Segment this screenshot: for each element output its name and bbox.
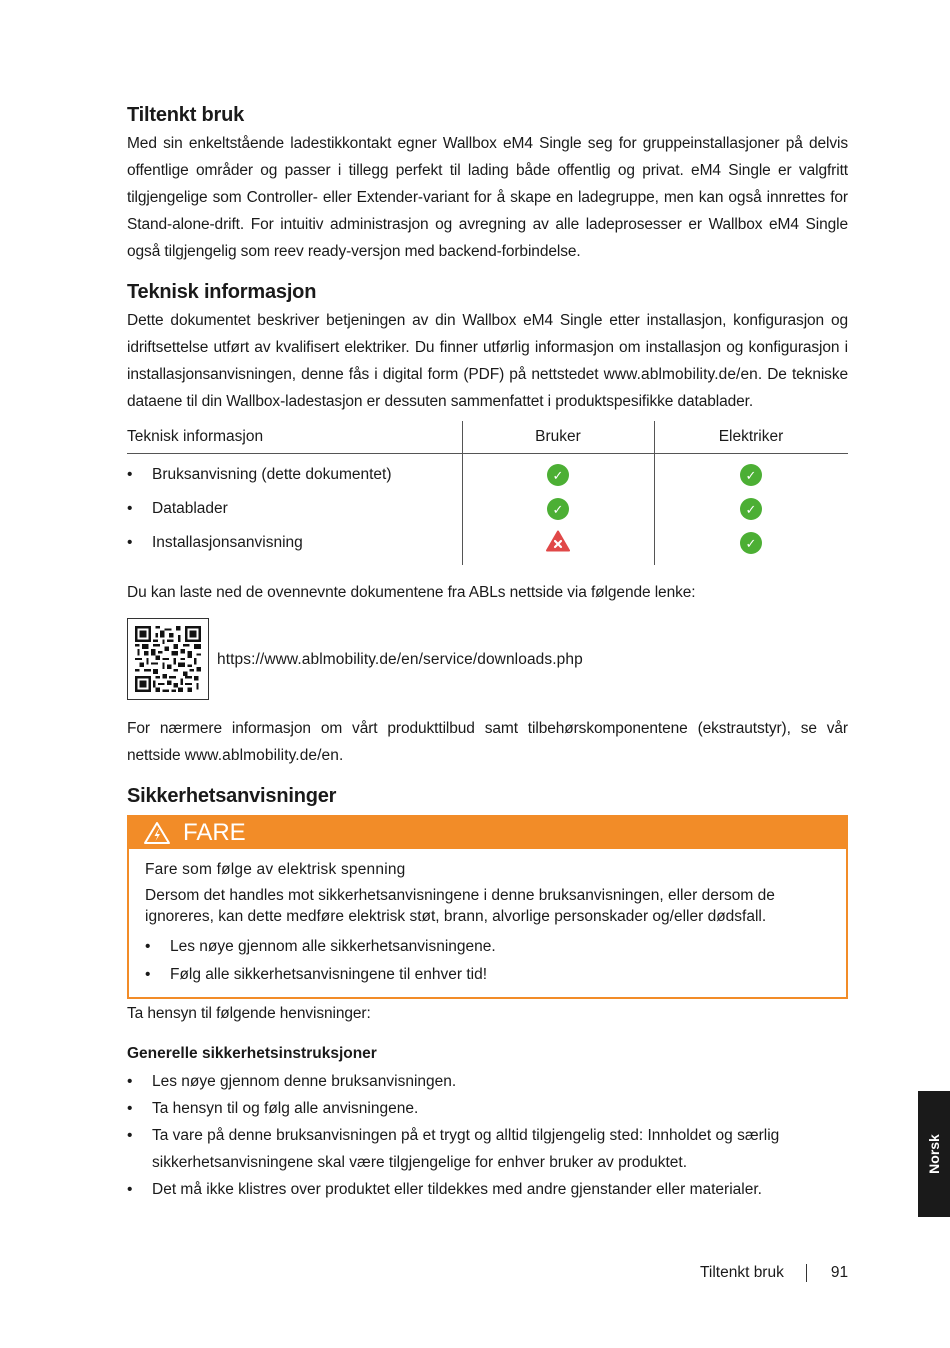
list-item	[127, 1122, 848, 1176]
technical-info-text-end: . De tekniske dataene til din Wallbox-ladestasjon er dessuten sammenfattet i produktspesifikke datablader.	[127, 366, 848, 410]
list-item	[145, 933, 830, 961]
more-info-link[interactable]: www.ablmobility.de/en	[184, 747, 340, 764]
qr-code[interactable]	[127, 618, 209, 700]
downloads-link[interactable]: https://www.ablmobility.de/en/service/downloads.php	[217, 651, 583, 668]
danger-header	[129, 817, 846, 849]
row-label: Bruksanvisning (dette dokumentet)	[152, 466, 392, 483]
danger-box	[127, 815, 848, 999]
bullet: •	[127, 534, 133, 551]
check-icon: ✓	[547, 498, 569, 520]
list-item-text: Det må ikke klistres over produktet eller tildekkes med andre gjenstander eller materialer.	[152, 1181, 762, 1198]
bullet: •	[127, 1181, 133, 1198]
danger-list	[145, 933, 830, 989]
cross-warning-icon	[546, 530, 570, 552]
list-item	[127, 1068, 848, 1095]
bullet: •	[127, 1073, 133, 1090]
danger-title: Fare som følge av elektrisk spenning	[145, 861, 406, 878]
website-link[interactable]: www.ablmobility.de/en	[603, 366, 758, 383]
table-header-cell: Bruker	[535, 428, 581, 445]
table-row	[127, 458, 848, 492]
bullet: •	[145, 938, 151, 955]
general-safety-heading: Generelle sikkerhetsinstruksjoner	[127, 1045, 377, 1062]
table-divider	[462, 421, 463, 565]
language-tab-label: Norsk	[926, 1134, 942, 1174]
section-heading-technical-info: Teknisk informasjon	[127, 281, 317, 303]
check-icon: ✓	[740, 532, 762, 554]
more-info-body: For nærmere informasjon om vårt produkttilbud samt tilbehørskomponentene (ekstrautstyr), se vår nettside	[127, 720, 848, 764]
language-tab[interactable]	[918, 1091, 950, 1217]
table-header-cell: Teknisk informasjon	[127, 428, 264, 445]
more-info-end: .	[339, 747, 344, 764]
list-item-text: Les nøye gjennom denne bruksanvisningen.	[152, 1073, 457, 1090]
row-label: Datablader	[152, 500, 228, 517]
bullet: •	[127, 466, 133, 483]
check-icon: ✓	[740, 464, 762, 486]
bullet: •	[127, 1127, 133, 1144]
bullet: •	[145, 966, 151, 983]
list-item-text: Ta hensyn til og følg alle anvisningene.	[152, 1100, 419, 1117]
page-footer	[700, 1264, 848, 1282]
technical-info-text: Dette dokumentet beskriver betjeningen av din Wallbox eM4 Single etter installasjon, konfigurasjon og idriftsettelse utført av kvalifisert elektriker. Du finner utførlig informasjon om installasjon og konfigurasjon i installasjonsanvisningen, denne fås i digital form (PDF) på nettstedet	[127, 312, 848, 383]
bullet: •	[127, 1100, 133, 1117]
table-row	[127, 492, 848, 526]
documents-table	[127, 421, 848, 560]
list-item	[127, 1095, 848, 1122]
warning-triangle-icon	[143, 821, 171, 845]
danger-text: Dersom det handles mot sikkerhetsanvisningene i denne bruksanvisningen, eller dersom de ignoreres, kan dette medføre elektrisk støt, brann, alvorlige personskader og/eller dødsfall.	[145, 887, 775, 925]
page-number: 91	[830, 1264, 849, 1281]
download-intro: Du kan laste ned de ovennevnte dokumentene fra ABLs nettside via følgende lenke:	[127, 584, 696, 601]
table-header	[127, 421, 848, 454]
qr-code-icon	[135, 626, 201, 692]
safety-note: Ta hensyn til følgende henvisninger:	[127, 1005, 371, 1022]
bullet: •	[127, 500, 133, 517]
list-item-text: Les nøye gjennom alle sikkerhetsanvisningene.	[170, 938, 496, 955]
danger-label: FARE	[183, 819, 246, 846]
check-icon: ✓	[547, 464, 569, 486]
check-icon: ✓	[740, 498, 762, 520]
list-item	[127, 1176, 848, 1203]
list-item-text: Ta vare på denne bruksanvisningen på et trygt og alltid tilgjengelig sted: Innholdet og særlig sikkerhetsanvisningene skal være tilgjengelige for enhver bruker av produktet.	[152, 1127, 780, 1171]
more-info-text	[127, 715, 848, 769]
general-safety-list	[127, 1068, 848, 1203]
list-item	[145, 961, 830, 989]
section-heading-safety: Sikkerhetsanvisninger	[127, 785, 337, 807]
intended-use-body: Med sin enkeltstående ladestikkontakt egner Wallbox eM4 Single seg for gruppeinstallasjoner på delvis offentlige områder og passer i tillegg perfekt til lading både offentlig og privat. eM4 Single er valgfritt tilgjengelige som Controller- eller Extender-variant for å skape en ladegruppe, men kan også innrettes for Stand-alone-drift. For intuitiv administrasjon og avregning av alle ladeprosesser er Wallbox eM4 Single også tilgjengelig som reev ready-versjon med backend-forbindelse.	[127, 135, 848, 260]
footer-section: Tiltenkt bruk	[700, 1264, 784, 1281]
technical-info-body	[127, 307, 848, 415]
row-label: Installasjonsanvisning	[152, 534, 303, 551]
table-row	[127, 526, 848, 560]
table-divider	[654, 421, 655, 565]
section-heading-intended-use: Tiltenkt bruk	[127, 104, 245, 126]
table-header-cell: Elektriker	[718, 428, 784, 445]
list-item-text: Følg alle sikkerhetsanvisningene til enhver tid!	[170, 966, 488, 983]
footer-divider	[806, 1264, 807, 1282]
